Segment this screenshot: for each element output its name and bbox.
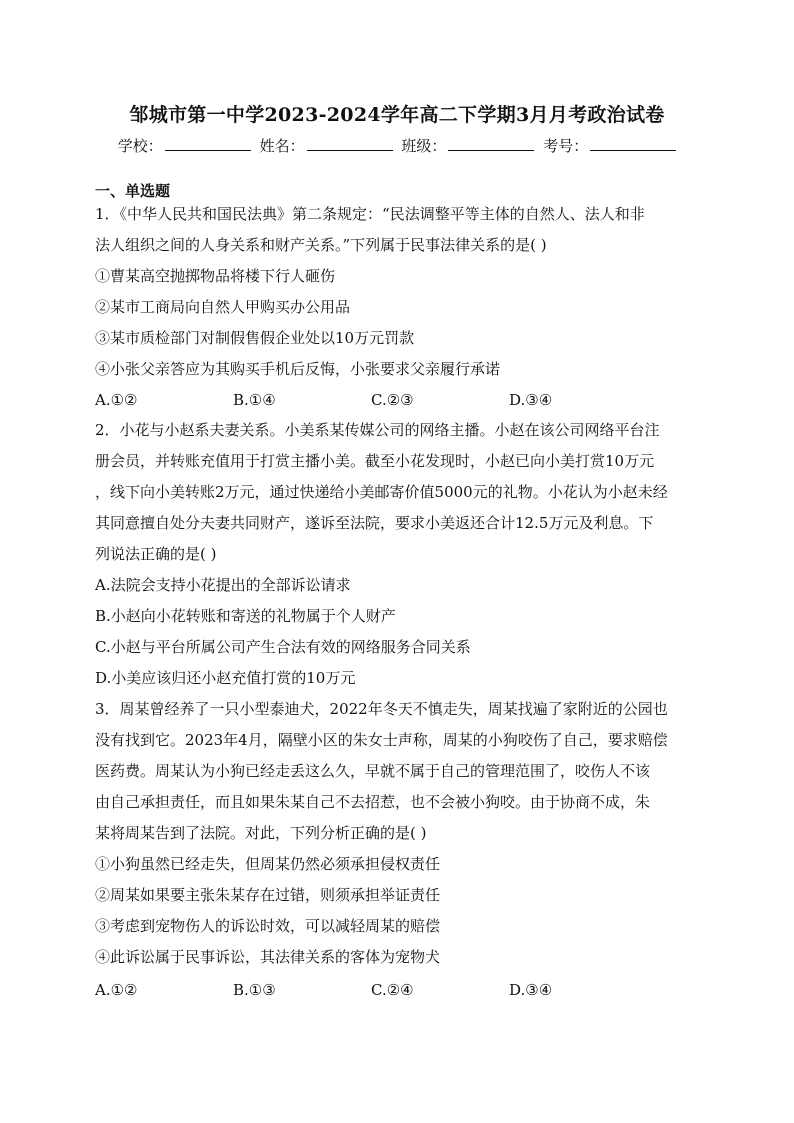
question-text-line: 由自己承担责任，而且如果朱某自己不去招惹，也不会被小狗咬。由于协商不成，朱 [95, 793, 651, 811]
student-info-line [0, 135, 794, 156]
question-text-line: 册会员，并转账充值用于打赏主播小美。截至小花发现时，小赵已向小美打赏10万元 [95, 452, 655, 470]
class-field [401, 135, 534, 156]
statement-item: ④小张父亲答应为其购买手机后反悔，小张要求父亲履行承诺 [95, 360, 501, 378]
option-d[interactable]: D.③④ [509, 391, 553, 409]
statement-item: ④此诉讼属于民事诉讼，其法律关系的客体为宠物犬 [95, 948, 441, 966]
section-title: 一、单选题 [95, 182, 171, 200]
class-label: 班级： [401, 137, 447, 155]
question-text-line: 法人组织之间的人身关系和财产关系。”下列属于民事法律关系的是( ) [95, 236, 547, 254]
option-b[interactable]: B.小赵向小花转账和寄送的礼物属于个人财产 [95, 607, 396, 625]
class-blank[interactable] [448, 136, 534, 151]
option-c[interactable]: C.小赵与平台所属公司产生合法有效的网络服务合同关系 [95, 638, 471, 656]
number-label: 考号： [543, 137, 589, 155]
statement-item: ①曹某高空抛掷物品将楼下行人砸伤 [95, 267, 336, 285]
school-blank[interactable] [165, 136, 251, 151]
statement-item: ③某市质检部门对制假售假企业处以10万元罚款 [95, 329, 415, 347]
option-b[interactable]: B.①③ [233, 981, 276, 999]
question-text-line: 列说法正确的是( ) [95, 545, 217, 563]
option-d[interactable]: D.小美应该归还小赵充值打赏的10万元 [95, 669, 356, 687]
exam-title: 邹城市第一中学2023-2024学年高二下学期3月月考政治试卷 [129, 104, 665, 126]
question-text-line: ，线下向小美转账2万元，通过快递给小美邮寄价值5000元的礼物。小花认为小赵未经 [95, 483, 668, 501]
question-text-line: 没有找到它。2023年4月，隔壁小区的朱女士声称，周某的小狗咬伤了自己，要求赔偿 [95, 731, 668, 749]
name-field [260, 135, 393, 156]
name-label: 姓名： [259, 137, 305, 155]
question-text-line: 2．小花与小赵系夫妻关系。小美系某传媒公司的网络主播。小赵在该公司网络平台注 [95, 421, 660, 439]
question-text-line: 3．周某曾经养了一只小型泰迪犬，2022年冬天不慎走失，周某找遍了家附近的公园也 [95, 700, 668, 718]
option-a[interactable]: A.①② [95, 391, 138, 409]
school-field [118, 135, 251, 156]
option-a[interactable]: A.法院会支持小花提出的全部诉讼请求 [95, 576, 351, 594]
option-c[interactable]: C.②④ [371, 981, 414, 999]
number-field [543, 135, 676, 156]
question-text-line: 其同意擅自处分夫妻共同财产，遂诉至法院，要求小美返还合计12.5万元及利息。下 [95, 514, 654, 532]
number-blank[interactable] [590, 136, 676, 151]
question-text-line: 1．《中华人民共和国民法典》第二条规定：“民法调整平等主体的自然人、法人和非 [95, 205, 645, 223]
school-label: 学校： [117, 137, 163, 155]
statement-item: ③考虑到宠物伤人的诉讼时效，可以减轻周某的赔偿 [95, 917, 441, 935]
option-d[interactable]: D.③④ [509, 981, 553, 999]
statement-item: ②某市工商局向自然人甲购买办公用品 [95, 298, 351, 316]
option-a[interactable]: A.①② [95, 981, 138, 999]
statement-item: ①小狗虽然已经走失，但周某仍然必须承担侵权责任 [95, 855, 441, 873]
question-text-line: 某将周某告到了法院。对此，下列分析正确的是( ) [95, 824, 427, 842]
question-text-line: 医药费。周某认为小狗已经走丢这么久，早就不属于自己的管理范围了，咬伤人不该 [95, 762, 651, 780]
option-b[interactable]: B.①④ [233, 391, 276, 409]
option-c[interactable]: C.②③ [371, 391, 414, 409]
statement-item: ②周某如果要主张朱某存在过错，则须承担举证责任 [95, 886, 441, 904]
name-blank[interactable] [307, 136, 393, 151]
